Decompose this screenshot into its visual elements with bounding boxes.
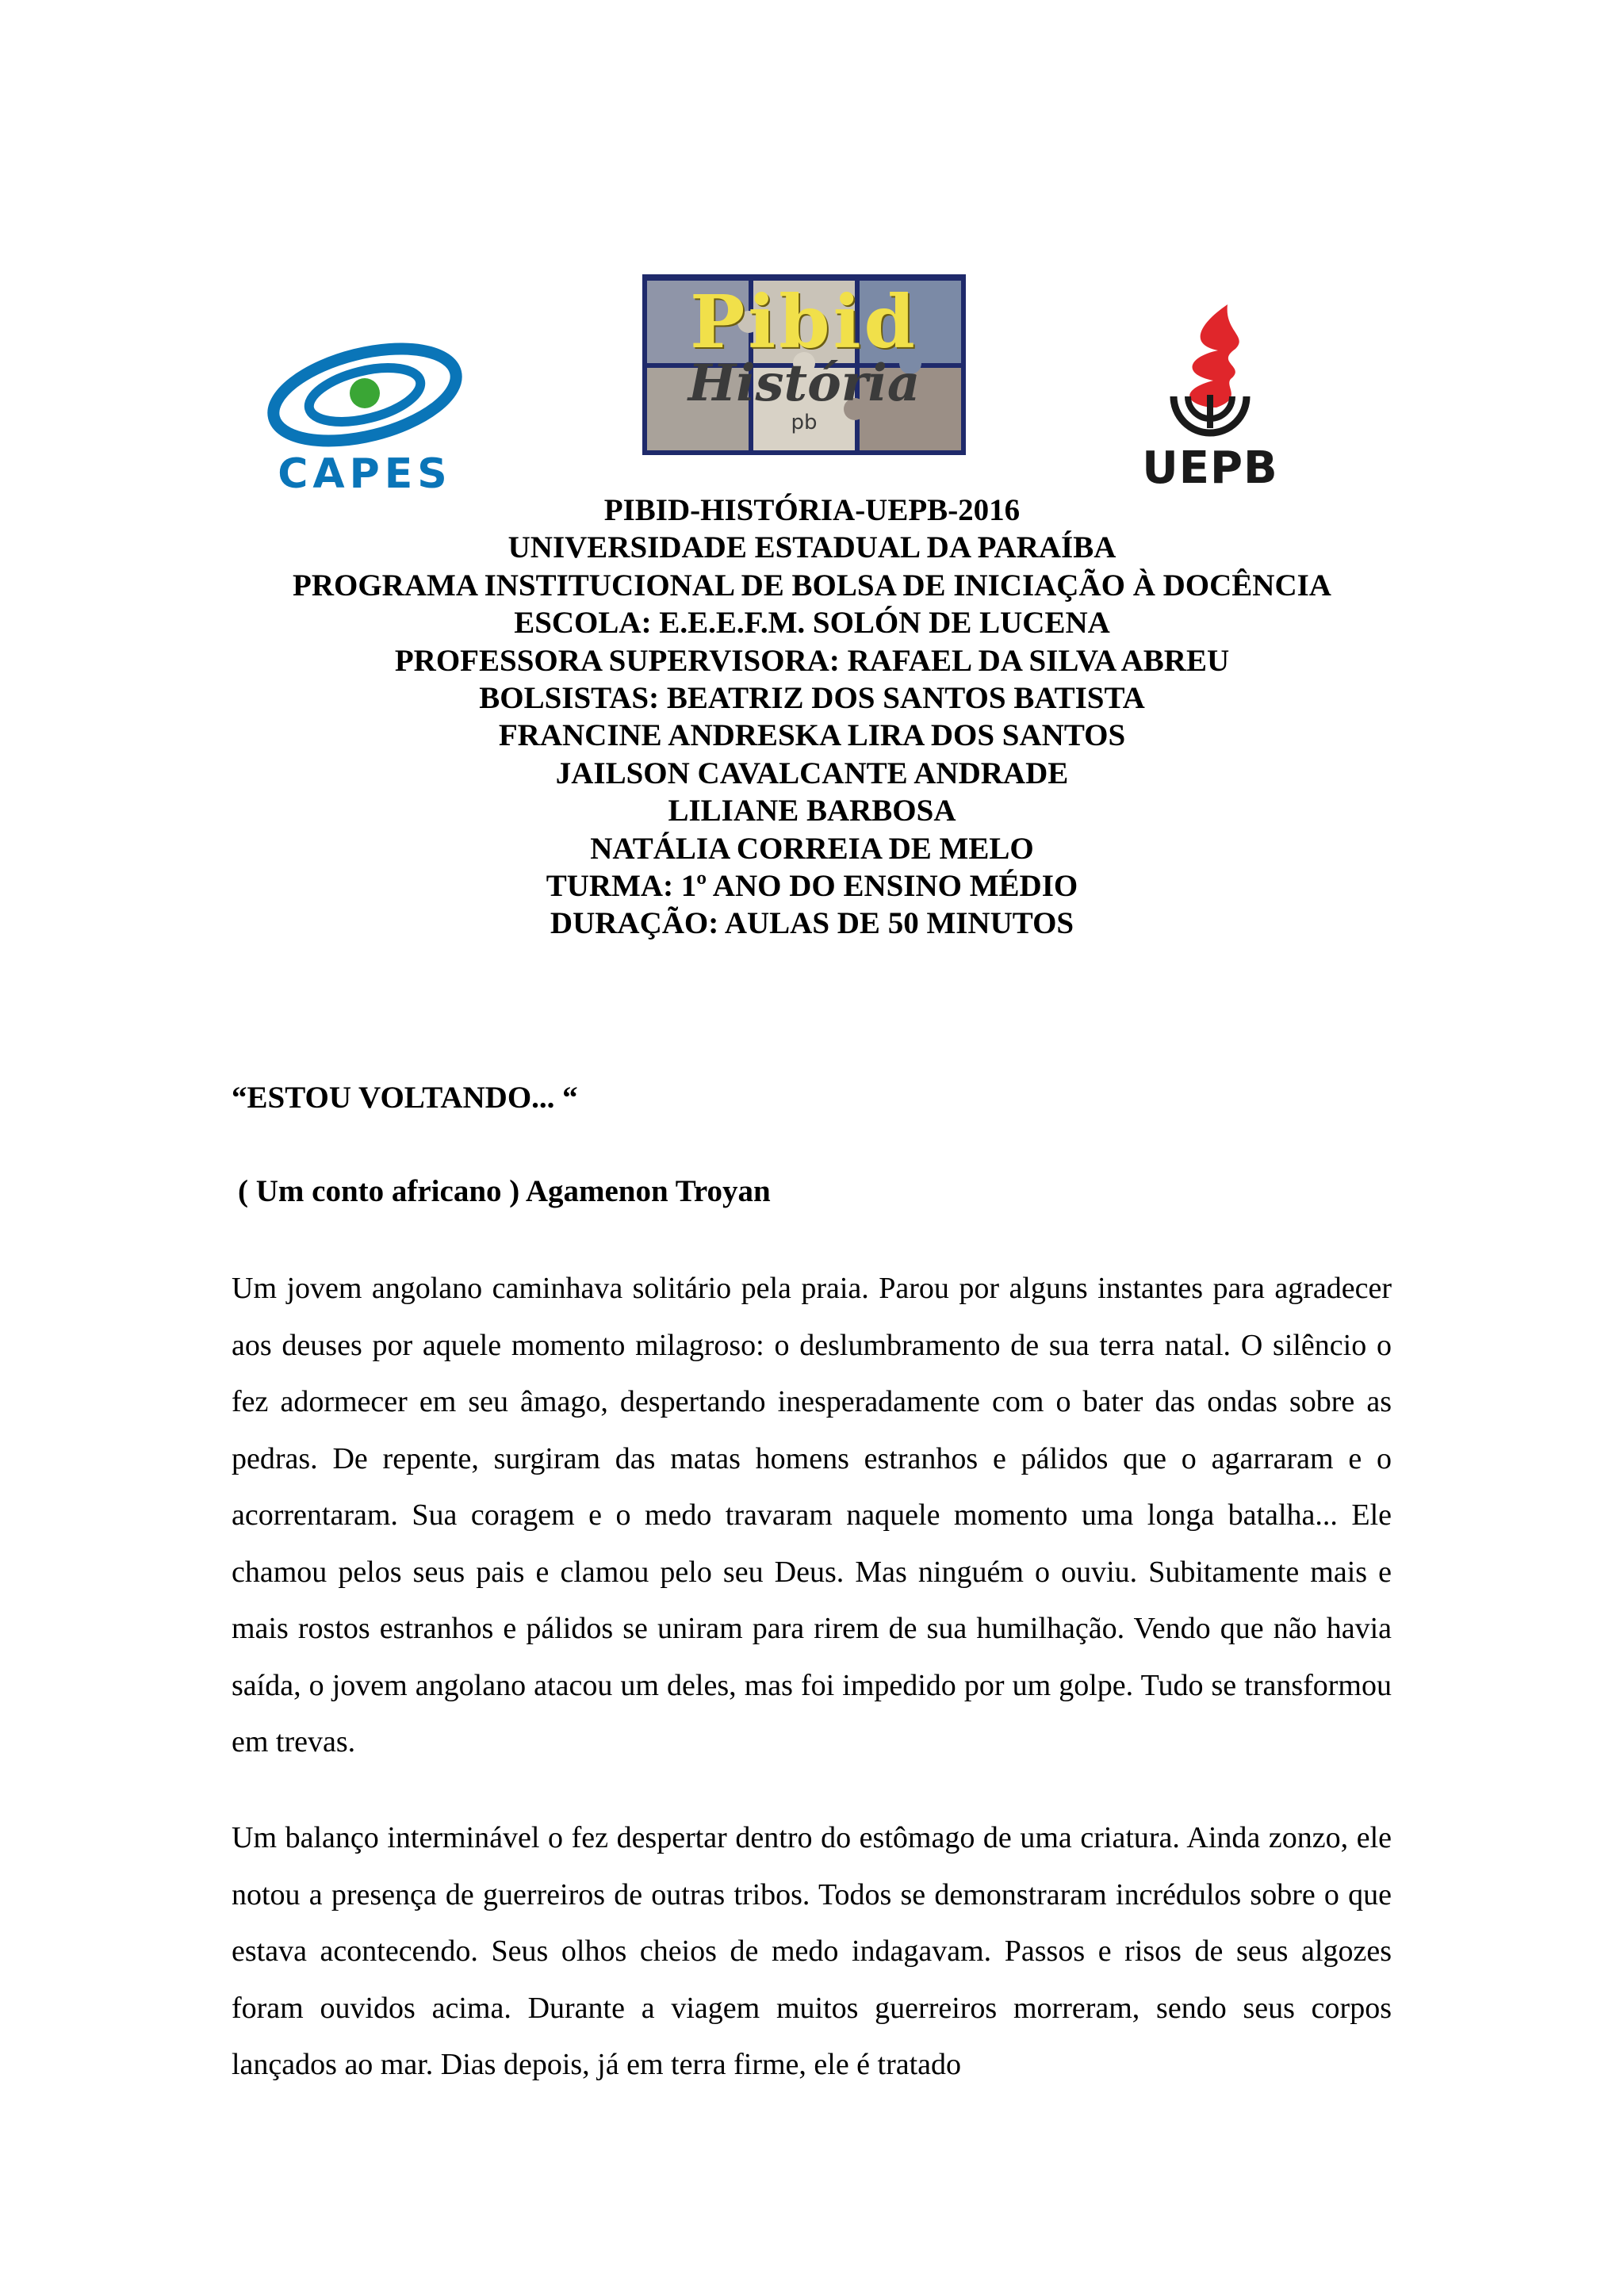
header-program-name: PROGRAMA INSTITUCIONAL DE BOLSA DE INICIAÇÃO À DOCÊNCIA <box>293 568 1331 603</box>
story-subtitle: ( Um conto africano ) Agamenon Troyan <box>238 1174 771 1208</box>
capes-logo <box>258 333 472 496</box>
story-paragraph: Um balanço interminável o fez despertar dentro do estômago de uma criatura. Ainda zonzo, ele notou a presença de guerreiros de outras tribos. Todos se demonstraram incrédulos sobre o que estava acontecendo. Seus olhos cheios de medo indagavam. Passos e risos de seus algozes foram ouvidos acima. Durante a viagem muitos guerreiros morreram, sendo seus corpos lançados ao mar. Dias depois, já em terra firme, ele é tratado <box>232 1821 1392 2081</box>
uepb-logo-text: UEPB <box>1142 442 1278 494</box>
capes-logo-text: CAPES <box>278 450 452 498</box>
header-school: ESCOLA: E.E.E.F.M. SOLÓN DE LUCENA <box>514 606 1110 641</box>
pibid-logo-subtitle: História <box>688 354 921 413</box>
header-class: TURMA: 1º ANO DO ENSINO MÉDIO <box>546 869 1078 904</box>
story-paragraph: Um jovem angolano caminhava solitário pela praia. Parou por alguns instantes para agradecer aos deuses por aquele momento milagroso: o deslumbramento de sua terra natal. O silêncio o fez adormecer em seu âmago, despertando inesperadamente com o bater das ondas sobre as pedras. De repente, surgiram das matas homens estranhos e pálidos que o agarraram e o acorrentaram. Sua coragem e o medo travaram naquele momento uma longa batalha... Ele chamou pelos seus pais e clamou pelo seu Deus. Mas ninguém o ouviu. Subitamente mais e mais rostos estranhos e pálidos se uniram para rirem de sua humilhação. Vendo que não havia saída, o jovem angolano atacou um deles, mas foi impedido por um golpe. Tudo se transformou em trevas. <box>232 1272 1392 1758</box>
capes-emblem-icon <box>258 333 472 452</box>
pibid-logo-title: Pibid <box>690 279 918 365</box>
header-scholars: BOLSISTAS: BEATRIZ DOS SANTOS BATISTA <box>479 681 1145 716</box>
pibid-logo-tag: pb <box>791 411 818 434</box>
header-supervisor: PROFESSORA SUPERVISORA: RAFAEL DA SILVA ABREU <box>394 643 1230 678</box>
pibid-historia-logo <box>642 274 966 455</box>
uepb-logo <box>1142 301 1278 496</box>
header-scholar-name: JAILSON CAVALCANTE ANDRADE <box>555 756 1069 790</box>
document-header <box>159 492 1465 943</box>
header-duration: DURAÇÃO: AULAS DE 50 MINUTOS <box>550 906 1074 941</box>
header-scholar-name: NATÁLIA CORREIA DE MELO <box>590 831 1034 866</box>
header-scholar-name: LILIANE BARBOSA <box>668 794 956 828</box>
header-scholar-name: FRANCINE ANDRESKA LIRA DOS SANTOS <box>498 718 1126 753</box>
uepb-flame-icon <box>1142 301 1278 440</box>
story-title: “ESTOU VOLTANDO... “ <box>232 1081 578 1115</box>
pibid-puzzle-background <box>642 274 966 455</box>
header-university: UNIVERSIDADE ESTADUAL DA PARAÍBA <box>508 530 1116 565</box>
header-program-year: PIBID-HISTÓRIA-UEPB-2016 <box>603 493 1021 527</box>
